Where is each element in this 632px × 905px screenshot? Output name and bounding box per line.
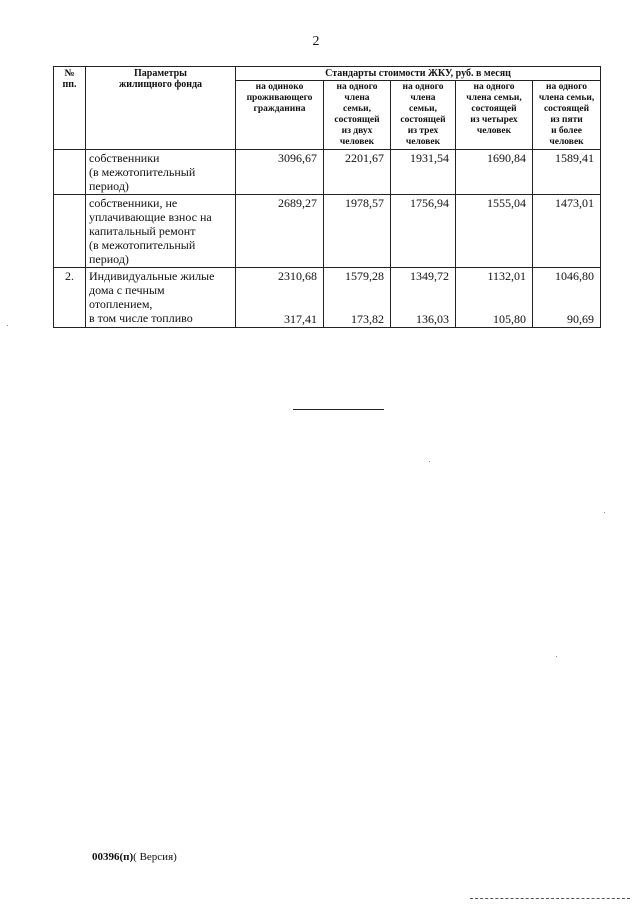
row-value: 1690,84 bbox=[456, 150, 533, 195]
scan-artifact bbox=[7, 325, 8, 326]
row-value bbox=[324, 268, 391, 328]
row-value-total: 1579,28 bbox=[345, 269, 384, 283]
header-num: № пп. bbox=[54, 67, 86, 150]
row-value: 3096,67 bbox=[236, 150, 324, 195]
row-value bbox=[236, 268, 324, 328]
table-row bbox=[54, 150, 601, 195]
row-param: собственники (в межотопительный период) bbox=[86, 150, 236, 195]
row-value: 1589,41 bbox=[533, 150, 601, 195]
row-value-total: 2310,68 bbox=[278, 269, 317, 283]
row-value-fuel: 90,69 bbox=[567, 312, 595, 326]
scan-artifact bbox=[556, 656, 557, 657]
row-value bbox=[391, 268, 456, 328]
row-num: 2. bbox=[54, 268, 86, 328]
row-value-fuel: 317,41 bbox=[284, 312, 317, 326]
row-value-fuel: 105,80 bbox=[493, 312, 526, 326]
row-value: 1473,01 bbox=[533, 195, 601, 268]
row-value: 2201,67 bbox=[324, 150, 391, 195]
row-value: 2689,27 bbox=[236, 195, 324, 268]
row-value-total: 1349,72 bbox=[410, 269, 449, 283]
header-col-4: на одного члена семьи, состоящей из четырех человек bbox=[456, 81, 533, 150]
row-value-fuel: 136,03 bbox=[416, 312, 449, 326]
document-code: 00396(п) bbox=[92, 851, 134, 863]
header-col-5: на одного члена семьи, состоящей из пяти и более человек bbox=[533, 81, 601, 150]
row-value: 1931,54 bbox=[391, 150, 456, 195]
header-col-1: на одиноко проживающего гражданина bbox=[236, 81, 324, 150]
header-col-2: на одного члена семьи, состоящей из двух человек bbox=[324, 81, 391, 150]
row-num bbox=[54, 195, 86, 268]
scan-edge-marks bbox=[470, 898, 630, 899]
row-value-fuel: 173,82 bbox=[351, 312, 384, 326]
row-param: собственники, не уплачивающие взнос на капитальный ремонт (в межотопительный период) bbox=[86, 195, 236, 268]
row-value bbox=[533, 268, 601, 328]
header-params: Параметры жилищного фонда bbox=[86, 67, 236, 150]
header-col-3: на одного члена семьи, состоящей из трех человек bbox=[391, 81, 456, 150]
row-value bbox=[456, 268, 533, 328]
header-group: Стандарты стоимости ЖКУ, руб. в месяц bbox=[236, 67, 601, 81]
scan-artifact bbox=[604, 512, 605, 513]
row-num bbox=[54, 150, 86, 195]
page-number: 2 bbox=[312, 34, 320, 49]
document-version: ( Версия) bbox=[133, 851, 177, 863]
table-row bbox=[54, 195, 601, 268]
cost-standards-table bbox=[53, 66, 601, 328]
table-row bbox=[54, 268, 601, 328]
separator-line bbox=[293, 409, 384, 410]
document-footer bbox=[92, 851, 177, 863]
row-value: 1978,57 bbox=[324, 195, 391, 268]
row-value-total: 1046,80 bbox=[555, 269, 595, 283]
scan-artifact bbox=[429, 461, 430, 462]
row-param: Индивидуальные жилые дома с печным отоплением, в том числе топливо bbox=[86, 268, 236, 328]
row-value: 1555,04 bbox=[456, 195, 533, 268]
row-value-total: 1132,01 bbox=[487, 269, 526, 283]
row-value: 1756,94 bbox=[391, 195, 456, 268]
